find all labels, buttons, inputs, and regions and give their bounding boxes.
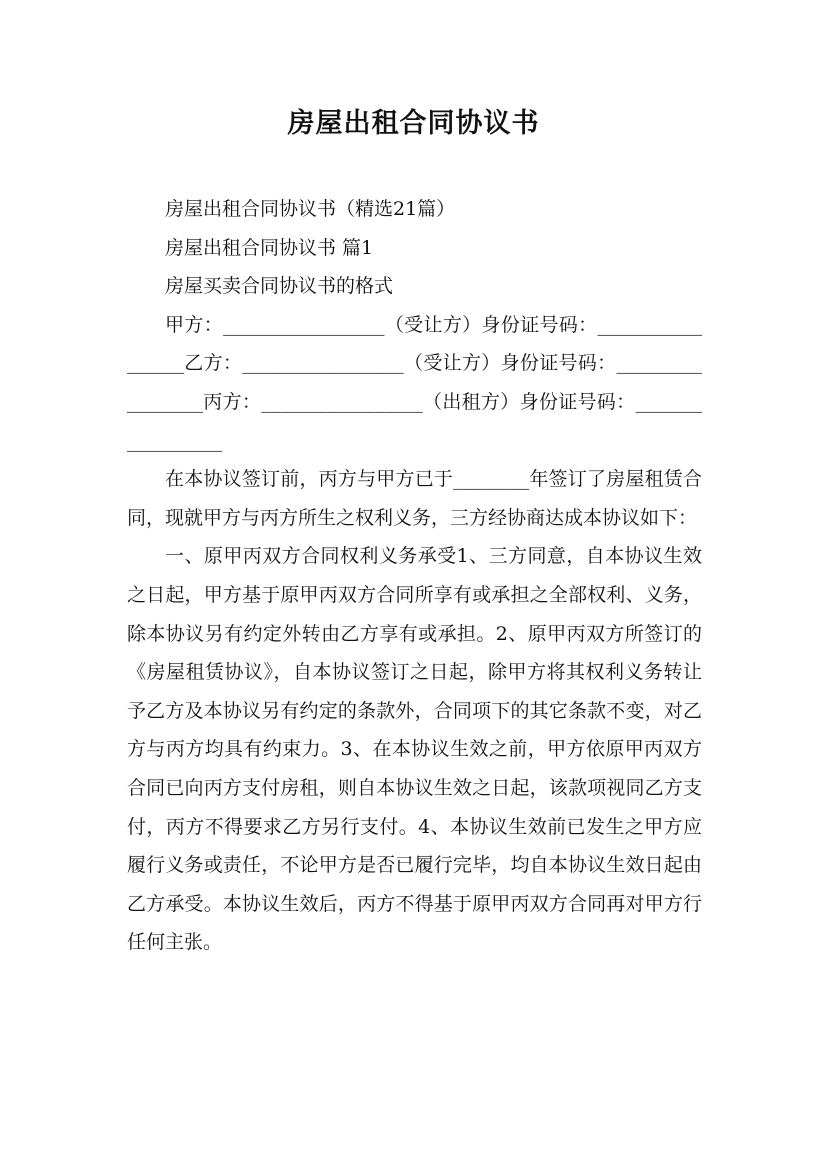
paragraph-subtitle: 房屋出租合同协议书（精选21篇） <box>165 198 456 220</box>
paragraph-clause-1: 一、原甲丙双方合同权利义务承受1、三方同意，自本协议生效之日起，甲方基于原甲丙双方合同所享有或承担之全部权利、义务，除本协议另有约定外转由乙方享有或承担。2、原甲丙双方所签订的《房屋租赁协议》，自本协议签订之日起，除甲方将其权利义务转让予乙方及本协议另有约定的条款外，合同项下的其它条款不变，对乙方与丙方均具有约束力。3、在本协议生效之前，甲方依原甲丙双方合同已向丙方支付房租，则自本协议生效之日起，该款项视同乙方支付，丙方不得要求乙方另行支付。4、本协议生效前已发生之甲方应履行义务或责任，不论甲方是否已履行完毕，均自本协议生效日起由乙方承受。本协议生效后，丙方不得基于原甲丙双方合同再对甲方行任何主张。 <box>127 545 702 954</box>
paragraph-preamble: 在本协议签订前，丙方与甲方已于________年签订了房屋租赁合同，现就甲方与丙方所生之权利义务，三方经协商达成本协议如下： <box>127 468 702 529</box>
paragraph-format-heading: 房屋买卖合同协议书的格式 <box>165 275 394 298</box>
document-body <box>127 190 702 962</box>
document-title: 房屋出租合同协议书 <box>287 108 540 139</box>
paragraph-parties: 甲方：_________________（受让方）身份证号码：_________________乙方：_________________（受让方）身份证号码：_________________丙方：_________________（出租方）身份证号码：_________________ <box>127 313 702 452</box>
paragraph-section-heading: 房屋出租合同协议书 篇1 <box>165 236 374 259</box>
